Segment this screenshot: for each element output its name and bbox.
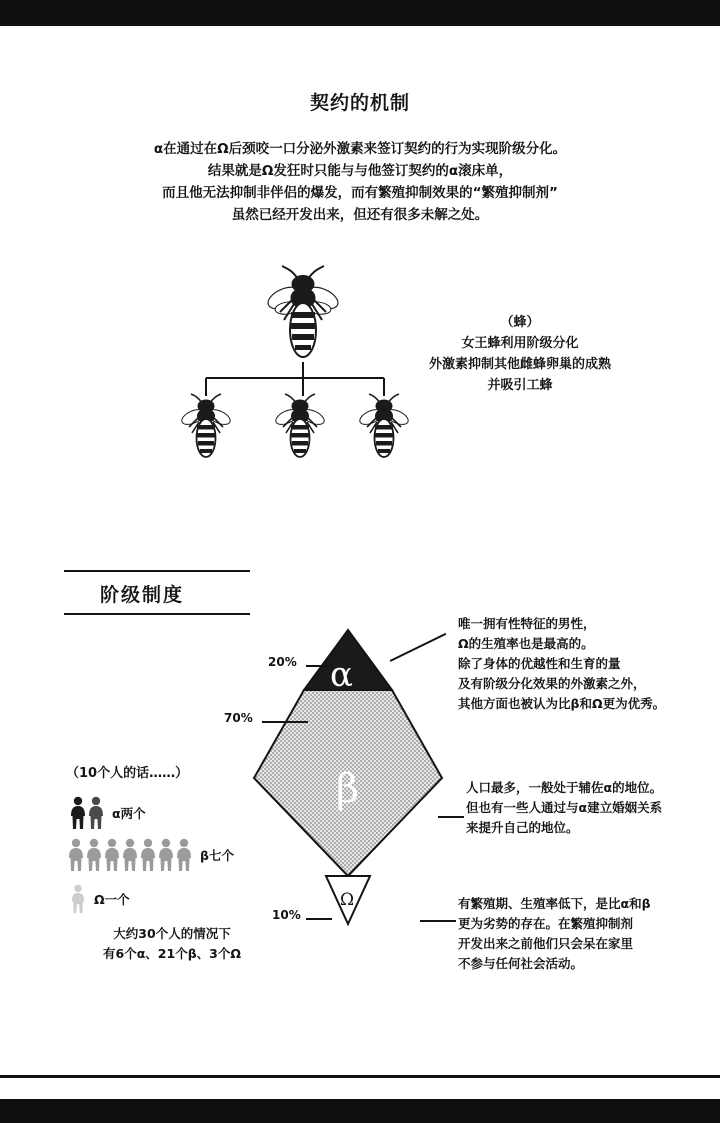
alpha-note-line-5: 其他方面也被认为比β和Ω更为优秀。: [458, 696, 666, 711]
omega-note: [458, 894, 651, 974]
omega-note-line-1: 有繁殖期、生殖率低下，是比α和β: [458, 896, 651, 911]
beta-symbol: β: [336, 766, 360, 812]
top-black-bar: [0, 0, 720, 26]
person-icon: [140, 838, 156, 872]
alpha-note-line-2: Ω的生殖率也是最高的。: [458, 636, 594, 651]
queen-bee-icon: [258, 262, 348, 362]
beta-note-line-3: 来提升自己的地位。: [466, 820, 579, 835]
population-intro: （10个人的话……）: [66, 766, 189, 781]
bottom-black-bar: [0, 1099, 720, 1123]
population-label-alpha: α两个: [112, 806, 146, 821]
population-label-omega: Ω一个: [94, 892, 130, 907]
population-row-alpha: [70, 796, 146, 830]
population-row-omega: [70, 884, 130, 914]
heading-rule-bottom: [64, 613, 250, 615]
omega-percent-leader: [306, 918, 332, 920]
beta-note: [466, 778, 662, 838]
population-row-beta: [68, 838, 234, 872]
omega-percent-label: 10%: [272, 908, 301, 922]
person-icon: [176, 838, 192, 872]
intro-paragraph: [60, 138, 660, 226]
worker-bee-icon: [272, 392, 328, 462]
person-icon: [158, 838, 174, 872]
intro-line-4: 虽然已经开发出来，但还有很多未解之处。: [231, 207, 489, 223]
beta-note-line-1: 人口最多，一般处于辅佐α的地位。: [466, 780, 663, 795]
population-summary-line-2: 有6个α、21个β、3个Ω: [103, 946, 241, 961]
intro-line-2: 结果就是Ω发狂时只能与与他签订契约的α滚床单，: [207, 163, 513, 179]
intro-line-1: α在通过在Ω后颈咬一口分泌外激素来签订契约的行为实现阶级分化。: [153, 141, 567, 157]
person-icon: [88, 796, 104, 830]
alpha-note-line-3: 除了身体的优越性和生育的量: [458, 656, 621, 671]
person-icon: [70, 796, 86, 830]
bee-caption-line-4: 并吸引工蜂: [487, 378, 553, 393]
worker-bee-icon: [178, 392, 234, 462]
population-summary: [62, 924, 282, 964]
omega-symbol: Ω: [340, 890, 355, 910]
bee-caption-line-2: 女王蜂利用阶级分化: [461, 336, 579, 351]
omega-note-line-4: 不参与任何社会活动。: [458, 956, 584, 971]
heading-label: 阶级制度: [100, 584, 185, 606]
population-label-beta: β七个: [200, 848, 234, 863]
beta-note-leader: [438, 816, 464, 818]
bee-diagram: [120, 262, 611, 492]
beta-percent-leader: [262, 721, 308, 723]
person-icon: [86, 838, 102, 872]
population-summary-line-1: 大约30个人的情况下: [113, 926, 231, 941]
beta-note-line-2: 但也有一些人通过与α建立婚姻关系: [466, 800, 663, 815]
alpha-percent-label: 20%: [268, 655, 297, 669]
omega-note-line-2: 更为劣势的存在。在繁殖抑制剂: [458, 916, 634, 931]
page-title: 契约的机制: [309, 92, 410, 114]
bottom-divider-rule: [0, 1075, 720, 1078]
class-system-heading: [64, 570, 250, 615]
person-icon: [104, 838, 120, 872]
omega-note-line-3: 开发出来之前他们只会呆在家里: [458, 936, 634, 951]
bee-caption-line-1: （蜂）: [500, 315, 540, 330]
intro-line-3: 而且他无法抑制非伴侣的爆发，而有繁殖抑制效果的“繁殖抑制剂”: [162, 185, 558, 201]
person-icon: [122, 838, 138, 872]
person-icon: [68, 838, 84, 872]
bee-caption-line-3: 外激素抑制其他雌蜂卵巢的成熟: [428, 357, 611, 372]
alpha-note-line-1: 唯一拥有性特征的男性，: [458, 616, 596, 631]
omega-note-leader: [420, 920, 456, 922]
worker-bee-icon: [356, 392, 412, 462]
bee-caption: [420, 312, 620, 396]
person-icon: [70, 884, 86, 914]
beta-percent-label: 70%: [224, 711, 253, 725]
alpha-note: [458, 614, 665, 714]
alpha-note-line-4: 及有阶级分化效果的外激素之外，: [458, 676, 646, 691]
alpha-symbol: α: [330, 655, 353, 695]
